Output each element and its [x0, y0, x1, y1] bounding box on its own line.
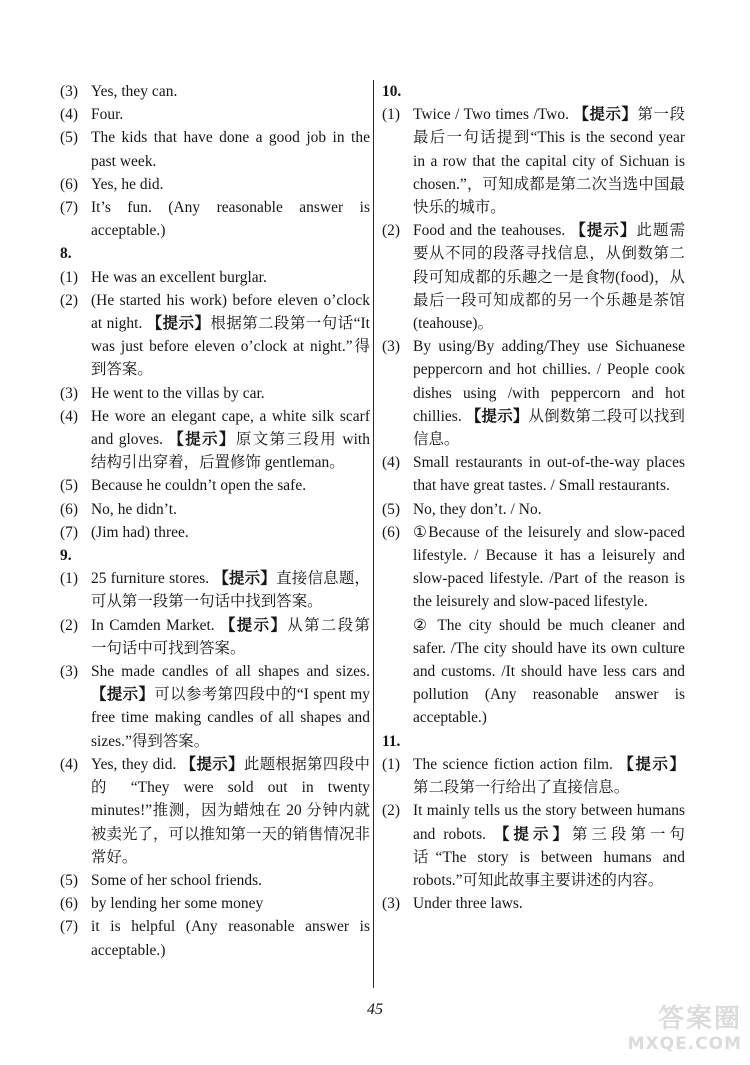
answer-text: It mainly tells us the story between humans and robots.	[413, 802, 685, 843]
answer-number: (4)	[60, 106, 79, 124]
answer-text: it is helpful (Any reasonable answer is acceptable.)	[91, 918, 370, 959]
right-column	[382, 80, 685, 915]
hint-label: 【提示】	[91, 686, 155, 704]
answer-text: The science fiction action film.	[413, 755, 613, 773]
answer-9-3	[60, 660, 370, 753]
answer-body	[413, 892, 685, 915]
answer-body	[91, 173, 370, 196]
answer-7-3	[60, 126, 370, 172]
answer-number: (2)	[382, 222, 401, 240]
answer-number: (5)	[382, 500, 401, 518]
answer-number: (5)	[60, 477, 79, 495]
answer-body	[91, 126, 370, 172]
answer-body	[91, 382, 370, 405]
answer-body	[413, 799, 685, 892]
watermark-logo	[592, 1004, 742, 1059]
answer-text: 25 furniture stores.	[91, 570, 210, 588]
answer-10-1	[382, 103, 685, 219]
hint-text: 第一段最后一句话提到“This is the second year in a row that the capital city of Sichuan is chosen.”，可知成都是第二次当选中国最快乐的城市。	[413, 106, 686, 217]
hint-label: 【提示】	[213, 570, 277, 588]
hint-text: 从倒数第二段可以找到信息。	[413, 407, 685, 449]
answer-number: (1)	[60, 570, 79, 588]
answer-body	[413, 498, 685, 521]
hint-label: 【提示】	[618, 755, 686, 773]
column-divider	[373, 80, 374, 988]
answer-body	[413, 753, 685, 799]
answer-10-3	[382, 335, 685, 451]
hint-text: 第二段第一行给出了直接信息。	[413, 779, 630, 797]
answer-8-4	[60, 405, 370, 475]
answer-text: Yes, they did.	[91, 755, 177, 773]
page-number: 45	[367, 1001, 383, 1018]
hint-label: 【提示】	[570, 222, 637, 240]
answer-text: by lending her some money	[91, 895, 264, 913]
answer-number: (3)	[382, 338, 401, 356]
answer-body	[91, 498, 370, 521]
answer-9-1	[60, 567, 370, 613]
answer-number: (4)	[60, 755, 79, 773]
answer-body	[91, 892, 370, 915]
answer-text: Some of her school friends.	[91, 871, 263, 889]
answer-11-1	[382, 753, 685, 799]
hint-text: 原文第三段用 with 结构引出穿着，后置修饰 gentleman。	[91, 431, 370, 472]
answer-number: (3)	[60, 384, 79, 402]
answer-text: (Jim had) three.	[91, 523, 189, 541]
answer-text: He wore an elegant cape, a white silk scarf and gloves.	[91, 407, 370, 449]
hint-label: 【提示】	[493, 825, 573, 843]
hint-label: 【提示】	[465, 407, 529, 425]
watermark-url: MXQE.COM	[627, 1034, 742, 1054]
answer-text: He was an excellent burglar.	[91, 268, 267, 286]
answer-text: In Camden Market.	[91, 616, 215, 634]
answer-body	[413, 103, 685, 219]
answer-10-6-second: ② The city should be much cleaner and safer. /The city should have its own culture and customs. /It should have less cars and pollution (Any reasonable answer is acceptable.)	[413, 616, 685, 727]
answer-number: (6)	[60, 175, 79, 193]
answer-number: (4)	[60, 407, 79, 425]
answer-9-5	[60, 869, 370, 892]
answer-9-4	[60, 753, 370, 869]
answer-number: (2)	[60, 616, 79, 634]
answer-number: (1)	[382, 106, 401, 124]
answer-text: Small restaurants in out-of-the-way places that have great tastes. / Small restaurants.	[413, 454, 685, 495]
answer-body	[91, 474, 370, 497]
answer-body	[91, 405, 370, 475]
question-8-heading: 8.	[60, 245, 72, 263]
answer-8-7	[60, 521, 370, 544]
answer-text: (He started his work) before eleven o’clock at night.	[91, 291, 370, 333]
answer-body	[91, 521, 370, 544]
answer-text: Twice / Two times /Two.	[413, 106, 569, 124]
answer-body	[91, 915, 370, 961]
answer-number: (4)	[382, 454, 401, 472]
answer-number: (2)	[382, 802, 401, 820]
answer-number: (5)	[60, 871, 79, 889]
answer-number: (6)	[382, 523, 401, 541]
answer-9-7	[60, 915, 370, 961]
question-9-heading: 9.	[60, 547, 72, 565]
question-9-answers	[60, 567, 370, 961]
answer-text: Four.	[91, 106, 124, 124]
answer-text: It’s fun. (Any reasonable answer is acceptable.)	[91, 199, 370, 240]
answer-text: Because he couldn’t open the safe.	[91, 477, 307, 495]
answer-text: He went to the villas by car.	[91, 384, 265, 402]
answer-body	[91, 289, 370, 382]
question-11-answers	[382, 753, 685, 915]
answer-body	[91, 753, 370, 869]
answer-text: Yes, they can.	[91, 83, 178, 100]
answer-text: Food and the teahouses.	[413, 222, 566, 240]
hint-text: 第三段第一句话“The story is between humans and robots.”可知此故事主要讲述的内容。	[413, 825, 685, 889]
answer-text: By using/By adding/They use Sichuanese peppercorn and hot chillies. / People cook dishes using /with peppercorn and hot chillies.	[413, 338, 685, 425]
question-7-answers	[60, 80, 370, 242]
answer-number: (1)	[382, 755, 401, 773]
hint-label: 【提示】	[180, 755, 244, 773]
answer-text: No, they don’t. / No.	[413, 500, 542, 518]
answer-text: The kids that have done a good job in the past week.	[91, 129, 370, 170]
question-11-heading: 11.	[382, 732, 401, 750]
answer-body	[91, 103, 370, 126]
answer-number: (2)	[60, 291, 79, 309]
answer-11-3	[382, 892, 685, 915]
answer-number: (3)	[382, 895, 401, 913]
hint-text: 直接信息题，可从第一段第一句话中找到答案。	[91, 570, 370, 611]
question-8-answers	[60, 266, 370, 544]
answer-10-2	[382, 219, 685, 335]
hint-label: 【提示】	[168, 431, 236, 449]
answer-10-5	[382, 498, 685, 521]
answer-text: Under three laws.	[413, 895, 523, 913]
answer-9-6	[60, 892, 370, 915]
answer-number: (6)	[60, 500, 79, 518]
answer-8-5	[60, 474, 370, 497]
answer-body	[413, 219, 685, 335]
answer-body	[413, 335, 685, 451]
answer-8-6	[60, 498, 370, 521]
answer-11-2	[382, 799, 685, 892]
hint-label: 【提示】	[146, 315, 211, 333]
answer-body	[413, 521, 685, 614]
hint-label: 【提示】	[573, 106, 638, 124]
answer-10-4	[382, 451, 685, 497]
hint-text: 根据第二段第一句话“It was just before eleven o’clock at night.”得到答案。	[91, 315, 371, 379]
answer-text: Yes, he did.	[91, 175, 164, 193]
hint-label: 【提示】	[219, 616, 288, 634]
answer-text: ①Because of the leisurely and slow-paced lifestyle. / Because it has a leisurely and slow-paced lifestyle. /Part of the reason is the leisurely and slow-paced lifestyle.	[413, 523, 685, 611]
answer-number: (3)	[60, 83, 79, 100]
hint-text: 从第二段第一句话中可找到答案。	[91, 616, 370, 657]
answer-body	[91, 660, 370, 753]
answer-8-2	[60, 289, 370, 382]
answer-body	[91, 614, 370, 660]
question-10-heading: 10.	[382, 83, 402, 100]
answer-number: (7)	[60, 199, 79, 217]
answer-number: (7)	[60, 918, 79, 936]
answer-number: (7)	[60, 523, 79, 541]
left-column	[60, 80, 370, 962]
answer-body	[91, 196, 370, 242]
answer-7-1	[60, 80, 370, 103]
hint-text: 此题需要从不同的段落寻找信息，从倒数第二段可知成都的乐趣之一是食物(food)，从最后一段可知成都的另一个乐趣是茶馆(teahouse)。	[413, 222, 686, 333]
answer-7-5	[60, 196, 370, 242]
answer-7-4	[60, 173, 370, 196]
answer-9-2	[60, 614, 370, 660]
hint-text: 此题根据第四段中的 “They were sold out in twenty minutes!”推测，因为蜡烛在 20 分钟内就被卖光了，可以推知第一天的销售情况非常好。	[91, 755, 370, 866]
answer-text: She made candles of all shapes and sizes.	[91, 663, 370, 681]
answer-10-6	[382, 521, 685, 614]
answer-body	[91, 266, 370, 289]
answer-body	[91, 567, 370, 613]
hint-text: 可以参考第四段中的“I spent my free time making candles of all shapes and sizes.”得到答案。	[91, 686, 370, 750]
answer-8-3	[60, 382, 370, 405]
answer-7-2	[60, 103, 370, 126]
answer-number: (6)	[60, 895, 79, 913]
answer-number: (1)	[60, 268, 79, 286]
answer-text: No, he didn’t.	[91, 500, 177, 518]
watermark-text: 答案圈	[657, 1004, 742, 1034]
answer-body	[91, 80, 370, 103]
answer-8-1	[60, 266, 370, 289]
answer-body	[413, 451, 685, 497]
answer-number: (3)	[60, 663, 79, 681]
answer-body	[91, 869, 370, 892]
answer-number: (5)	[60, 129, 79, 147]
question-10-answers	[382, 103, 685, 613]
